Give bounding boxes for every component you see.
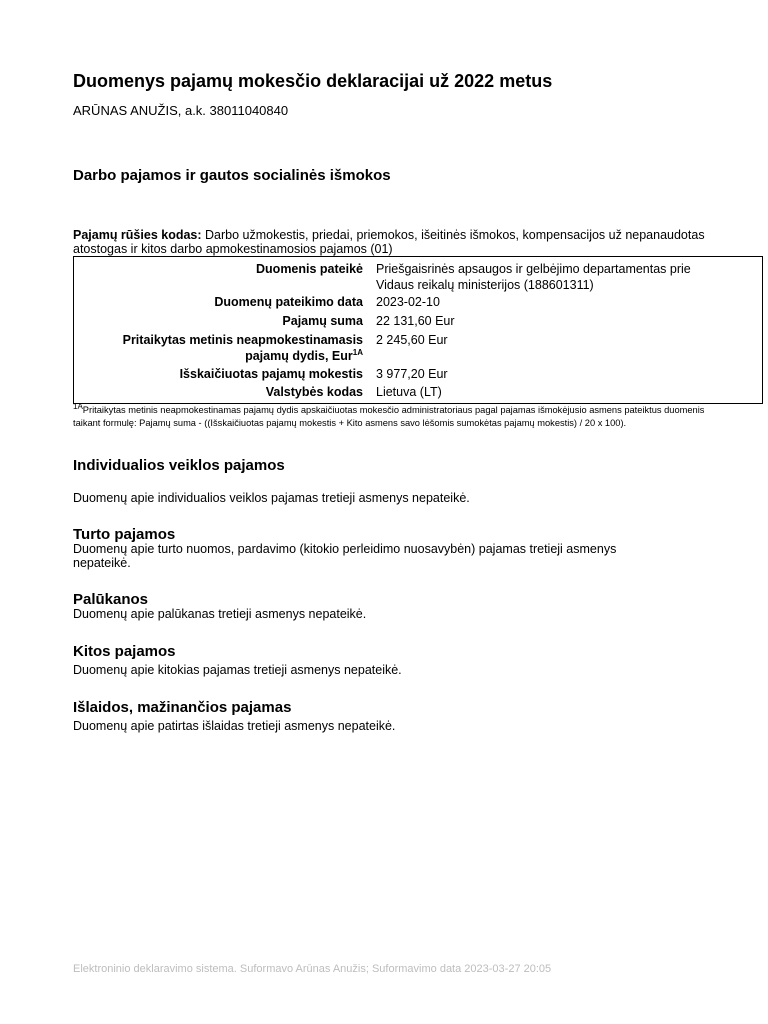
footnote <box>73 401 733 430</box>
work-income-table <box>73 256 763 404</box>
row-value-provider <box>376 261 726 293</box>
row-value-tax-withheld: 3 977,20 Eur <box>376 367 448 381</box>
row-label-date: Duomenų pateikimo data <box>214 295 363 309</box>
row-label-provider: Duomenis pateikė <box>256 262 363 276</box>
row-label-tax-withheld: Išskaičiuotas pajamų mokestis <box>179 367 363 381</box>
individual-income-heading: Individualios veiklos pajamos <box>73 457 285 474</box>
row-label-income-sum: Pajamų suma <box>282 314 363 328</box>
non-taxable-label-line-1: Pritaikytas metinis neapmokestinamasis <box>122 333 363 347</box>
footnote-ref: 1A <box>352 347 363 357</box>
individual-income-text: Duomenų apie individualios veiklos pajamas tretieji asmenys nepateikė. <box>73 491 470 505</box>
income-type-code-label: Pajamų rūšies kodas: <box>73 228 202 242</box>
document-title: Duomenys pajamų mokesčio deklaracijai už 2022 metus <box>73 71 553 91</box>
provider-line-1: Priešgaisrinės apsaugos ir gelbėjimo departamentas prie <box>376 262 691 276</box>
property-income-text: Duomenų apie turto nuomos, pardavimo (kitokio perleidimo nuosavybėn) pajamas tretieji asmenys nepateikė. <box>73 542 617 570</box>
row-value-income-sum: 22 131,60 Eur <box>376 314 455 328</box>
property-income-heading: Turto pajamos <box>73 526 176 543</box>
income-type-code-value: Darbo užmokestis, priedai, priemokos, išeitinės išmokos, kompensacijos už nepanaudotas atostogas ir kitos darbo apmokestinamosios pajamos (01) <box>73 228 705 256</box>
row-label-country: Valstybės kodas <box>265 385 363 399</box>
row-value-non-taxable: 2 245,60 Eur <box>376 333 448 347</box>
row-value-country: Lietuva (LT) <box>376 385 442 399</box>
expenses-text: Duomenų apie patirtas išlaidas tretieji asmenys nepateikė. <box>73 719 396 733</box>
non-taxable-label-line-2: pajamų dydis, Eur <box>245 349 353 363</box>
taxpayer-identity: ARŪNAS ANUŽIS, a.k. 38011040840 <box>73 103 289 118</box>
provider-line-2: Vidaus reikalų ministerijos (188601311) <box>376 278 594 292</box>
other-income-heading: Kitos pajamos <box>73 643 176 660</box>
row-value-date: 2023-02-10 <box>376 295 440 309</box>
income-type-code <box>73 228 713 256</box>
row-label-non-taxable <box>73 332 363 364</box>
interest-text: Duomenų apie palūkanas tretieji asmenys nepateikė. <box>73 607 367 621</box>
other-income-text: Duomenų apie kitokias pajamas tretieji asmenys nepateikė. <box>73 663 402 677</box>
work-income-heading: Darbo pajamos ir gautos socialinės išmokos <box>73 167 391 184</box>
footnote-mark: 1A <box>73 401 83 411</box>
page-footer: Elektroninio deklaravimo sistema. Suformavo Arūnas Anužis; Suformavimo data 2023-03-27 20:05 <box>73 963 552 975</box>
interest-heading: Palūkanos <box>73 591 149 608</box>
footnote-text: Pritaikytas metinis neapmokestinamas pajamų dydis apskaičiuotas mokesčio administratoriaus pagal pajamas išmokėjusio asmens pateiktus duomenis taikant formulę: Pajamų suma - ((Išskaičiuotas pajamų mokestis + Kito asmens savo lėšomis sumokėtas pajamų mokestis) / 20 x 100). <box>73 405 705 428</box>
expenses-heading: Išlaidos, mažinančios pajamas <box>73 699 292 716</box>
